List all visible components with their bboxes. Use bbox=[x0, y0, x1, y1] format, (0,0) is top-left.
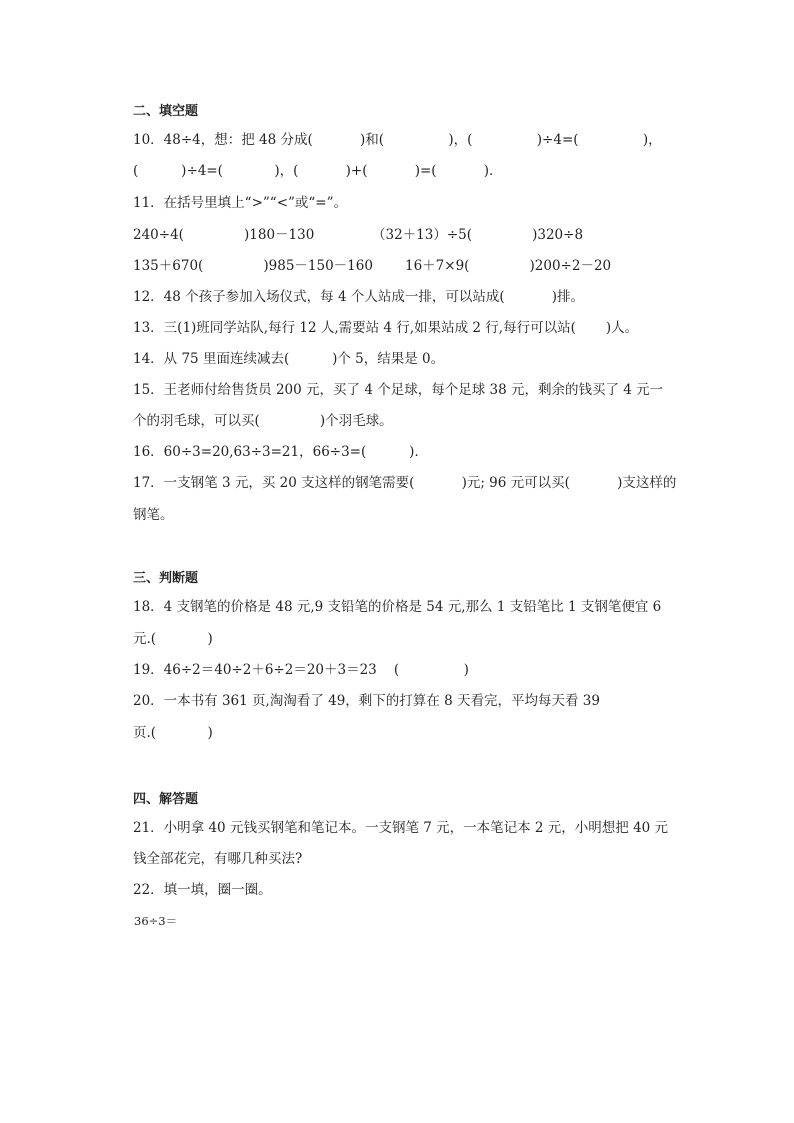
question-16: 16．60÷3=20,63÷3=21，66÷3=( )． bbox=[133, 444, 428, 460]
question-11-b-left: 135＋670( )985－150－160 bbox=[133, 258, 373, 274]
question-22: 22．填一填，圈一圈。 bbox=[133, 882, 272, 898]
section-heading-solve: 四、解答题 bbox=[133, 792, 199, 807]
question-19: 19．46÷2＝40÷2＋6÷2＝20＋3＝23 ( ) bbox=[133, 662, 469, 678]
question-17-line-2: 钢笔。 bbox=[133, 507, 174, 523]
section-heading-judge: 三、判断题 bbox=[133, 571, 199, 586]
question-22-expression: 36÷3＝ bbox=[134, 914, 178, 928]
question-11-a-right: （32＋13）÷5( )320÷8 bbox=[372, 227, 584, 243]
question-13: 13．三(1)班同学站队,每行 12 人,需要站 4 行,如果站成 2 行,每行可以站( )人。 bbox=[133, 320, 639, 336]
question-18-line-2: 元.( ) bbox=[133, 631, 213, 647]
question-10-line-1: 10．48÷4，想：把 48 分成( )和( )，( )÷4=( )， bbox=[133, 132, 662, 148]
question-11-b-right: 16＋7×9( )200÷2－20 bbox=[405, 258, 612, 274]
question-18-line-1: 18．4 支钢笔的价格是 48 元,9 支铅笔的价格是 54 元,那么 1 支铅笔比 1 支钢笔便宜 6 bbox=[133, 599, 662, 615]
question-21-line-2: 钱全部花完，有哪几种买法? bbox=[133, 851, 303, 867]
question-17-line-1: 17．一支钢笔 3 元，买 20 支这样的钢笔需要( )元; 96 元可以买( )支这样的 bbox=[133, 475, 677, 491]
section-heading-fill-blank: 二、填空题 bbox=[133, 104, 199, 119]
question-15-line-2: 个的羽毛球，可以买( )个羽毛球。 bbox=[133, 413, 393, 429]
question-21-line-1: 21．小明拿 40 元钱买钢笔和笔记本。一支钢笔 7 元，一本笔记本 2 元，小明想把 40 元 bbox=[133, 820, 669, 836]
question-20-line-1: 20．一本书有 361 页,淘淘看了 49，剩下的打算在 8 天看完，平均每天看 39 bbox=[133, 693, 600, 709]
question-12: 12．48 个孩子参加入场仪式，每 4 个人站成一排，可以站成( )排。 bbox=[133, 289, 585, 305]
question-14: 14．从 75 里面连续减去( )个 5，结果是 0。 bbox=[133, 351, 445, 367]
question-20-line-2: 页.( ) bbox=[133, 725, 213, 741]
question-10-line-2: ( )÷4=( )，( )+( )=( )． bbox=[133, 163, 503, 179]
question-11-a-left: 240÷4( )180－130 bbox=[133, 227, 315, 243]
question-15-line-1: 15．王老师付给售货员 200 元，买了 4 个足球，每个足球 38 元，剩余的钱买了 4 元一 bbox=[133, 382, 664, 398]
question-11: 11．在括号里填上“>”“<”或“=”。 bbox=[133, 195, 348, 211]
